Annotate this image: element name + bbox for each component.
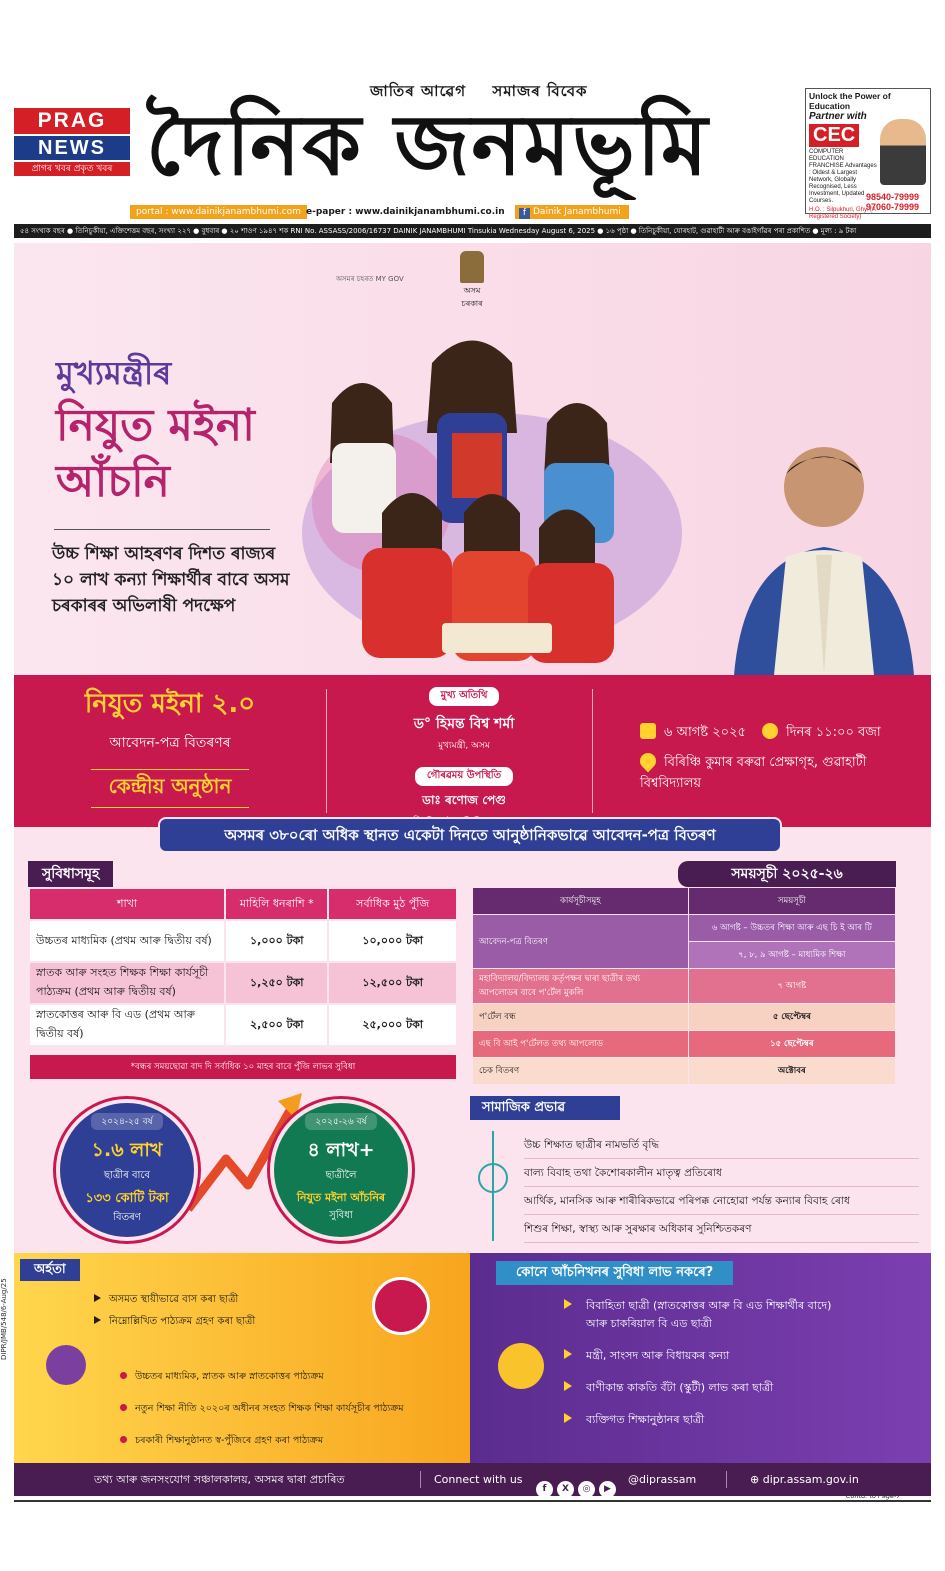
schedule-date: ৭, ৮, ৯ আগষ্ট – মাধ্যমিক শিক্ষা xyxy=(689,942,895,968)
stat-a-tail: বিতৰণ xyxy=(113,1212,141,1223)
cec-phone-1: 98540-79999 xyxy=(866,192,920,202)
epaper-link[interactable]: e-paper : www.dainikjanambhumi.co.in xyxy=(306,207,505,217)
not-eligible-section xyxy=(470,1253,931,1463)
stat-b-tail: সুবিধা xyxy=(329,1210,353,1221)
schedule-date: ৭ আগষ্ট xyxy=(689,969,895,1003)
footer-handle[interactable]: @diprassam xyxy=(628,1473,697,1486)
schedule-date: ১৫ ছেপ্টেম্বৰ xyxy=(689,1031,895,1057)
group-icon xyxy=(46,1345,86,1385)
list-item: বিবাহিতা ছাত্ৰী (স্নাতকোত্তৰ আৰু বি এড শিক্ষাৰ্থীৰ বাদে) xyxy=(564,1297,831,1315)
hero-title-line2 xyxy=(56,398,255,510)
band-divider-1 xyxy=(326,689,327,813)
stat-a-count: ১.৬ লাখ xyxy=(91,1139,163,1161)
guests-block xyxy=(344,675,584,827)
bullet-arrow-icon xyxy=(564,1349,572,1359)
stat-a-amount: ১৩৩ কোটি টকা xyxy=(85,1191,169,1206)
hero-section xyxy=(14,243,931,675)
not-eligible-heading: কোনে আঁচনিখনৰ সুবিধা লাভ নকৰে? xyxy=(496,1261,733,1285)
schedule-activity: মহাবিদ্যালয়/বিদ্যালয় কৰ্তৃপক্ষৰ দ্বাৰা ছাত্ৰীৰ তথ্য আপলোডৰ বাবে প'ৰ্টেল মুকলি xyxy=(473,969,688,1003)
excluded-group-icon xyxy=(498,1343,544,1389)
table-row xyxy=(473,1004,895,1030)
event-date: ৬ আগষ্ট ২০২৫ xyxy=(640,723,746,744)
ad-footer xyxy=(14,1463,931,1496)
assam-map-icon xyxy=(372,1277,430,1335)
benefit-monthly: ১,০০০ টকা xyxy=(226,921,327,961)
chief-guest-name: ড° হিমন্ত বিশ্ব শৰ্মা xyxy=(413,716,515,732)
prag-logo-bottom: NEWS xyxy=(14,136,130,160)
table-row xyxy=(30,921,456,961)
event-time: দিনৰ ১১:০০ বজা xyxy=(762,723,881,744)
benefits-footnote: *বন্ধৰ সময়ছোৱা বাদ দি সৰ্বাধিক ১০ মাহৰ বাবে পুঁজি লাভৰ সুবিধা xyxy=(30,1055,456,1079)
stat-2024-25 xyxy=(56,1099,198,1241)
benefit-max: ২৫,০০০ টকা xyxy=(329,1005,456,1045)
issue-info-line: ৫৪ সংখ্যক বছৰ ● তিনিচুকীয়া, এক্তিশেত্তম বছৰ, সংখ্যা ২২৭ ● বুধবাৰ ● ২০ শাওণ ১৯৪৭ শক RNI No. ASSASS/2006/16737 DAINIK JANAMBHUMI Tinsukia Wednesday August 6, 2025 ● ১৬ পৃষ্ঠা ● তিনিচুকীয়া, যোৰহাট, গুৱাহাটী আৰু বঙাইগাঁৱৰ পৰা প্ৰকাশিত ● মূল্য : ৯ টকা xyxy=(14,224,931,238)
schedule-activity: চেক বিতৰণ xyxy=(473,1058,688,1084)
list-item: বাল্য বিবাহ তথা কৈশোৰকালীন মাতৃত্ব প্ৰতিৰোধ xyxy=(524,1159,919,1187)
footer-separator xyxy=(726,1471,727,1488)
event-title: নিযুত মইনা ২.০ xyxy=(84,689,256,719)
list-item: নতুন শিক্ষা নীতি ২০২০ৰ অধীনৰ সংহত শিক্ষক শিক্ষা কাৰ্যসূচীৰ পাঠ্যক্ৰম xyxy=(120,1393,404,1425)
schedule-activity: আবেদন-পত্ৰ বিতৰণ xyxy=(473,915,688,968)
eligibility-list xyxy=(94,1289,255,1333)
schedule-date: অক্টোবৰ xyxy=(689,1058,895,1084)
schedule-activity: এছ বি আই প'ৰ্টেলত তথ্য আপলোড xyxy=(473,1031,688,1057)
eligibility-course-list xyxy=(120,1361,404,1457)
social-impact-list xyxy=(524,1131,919,1243)
emblem-icon xyxy=(460,251,484,283)
honour-label: গৌৰৱময় উপস্থিতি xyxy=(415,767,513,786)
page-bottom-rule xyxy=(14,1500,931,1502)
list-item: উচ্চতৰ মাধ্যমিক, স্নাতক আৰু স্নাতকোত্তৰ পাঠ্যক্ৰম xyxy=(120,1361,404,1393)
hero-title-line1: মুখ্যমন্ত্ৰীৰ xyxy=(56,354,172,392)
schedule-table xyxy=(472,887,896,1085)
hero-title-scheme: নিযুত মইনা xyxy=(56,400,255,451)
tagline-right: সমাজৰ বিবেক xyxy=(492,82,588,100)
list-item: আৰ্থিক, মানসিক আৰু শাৰীৰিকভাৱে পৰিপক্ক নোহোৱা পৰ্যন্ত কন্যাৰ বিবাহ ৰোধ xyxy=(524,1187,919,1215)
list-item: বাণীকান্ত কাকতি বঁটা (স্কুটী) লাভ কৰা ছাত্ৰী xyxy=(564,1379,831,1397)
facebook-icon: f xyxy=(519,208,530,219)
chief-guest-role: মুখ্যমন্ত্ৰী, অসম xyxy=(438,741,490,751)
benefits-heading: সুবিধাসমূহ xyxy=(28,861,113,887)
table-row xyxy=(30,1005,456,1045)
prag-news-logo[interactable] xyxy=(14,108,130,176)
niyut-moina-ad xyxy=(14,243,931,1496)
cec-ad[interactable] xyxy=(805,88,931,220)
benefits-col-max: সৰ্বাধিক মুঠ পুঁজি xyxy=(329,889,456,919)
stat-b-year: ২০২৫-২৬ বৰ্ষ xyxy=(305,1113,376,1130)
event-title-block xyxy=(14,675,326,827)
emblem-caption: অসম চৰকাৰ xyxy=(461,286,483,308)
benefits-header-row xyxy=(30,889,456,919)
schedule-header-row xyxy=(473,888,895,914)
cec-phones xyxy=(866,192,919,212)
masthead xyxy=(0,0,945,240)
youtube-icon[interactable]: ▶ xyxy=(599,1481,616,1496)
state-emblem xyxy=(452,251,492,311)
cec-person-photo xyxy=(880,119,926,185)
list-item: ব্যক্তিগত শিক্ষানুষ্ঠানৰ ছাত্ৰী xyxy=(564,1411,831,1429)
event-central-label: কেন্দ্ৰীয় অনুষ্ঠান xyxy=(91,769,250,808)
hero-divider xyxy=(54,529,270,530)
benefit-max: ১০,০০০ টকা xyxy=(329,921,456,961)
list-item: মন্ত্ৰী, সাংসদ আৰু বিধায়কৰ কন্যা xyxy=(564,1347,831,1365)
x-icon[interactable]: X xyxy=(557,1481,574,1496)
dipr-code: DIPR/JMB/548/6-Aug/25 xyxy=(0,1278,8,1360)
event-details xyxy=(612,675,931,827)
mygov-logo: অসমৰ চহৰত MY GOV xyxy=(336,275,404,283)
eligibility-section xyxy=(14,1253,470,1463)
benefits-table xyxy=(28,887,458,1047)
schedule-date: ৫ ছেপ্টেম্বৰ xyxy=(689,1004,895,1030)
tagline-left: জাতিৰ আৱেগ xyxy=(370,82,467,100)
benefit-max: ১২,৫০০ টকা xyxy=(329,963,456,1003)
cec-phone-2: 97060-79999 xyxy=(866,202,920,212)
stat-b-scheme: নিযুত মইনা আঁচনিৰ xyxy=(296,1191,386,1204)
prag-logo-top: PRAG xyxy=(14,108,130,134)
continued-note: Contd. to Page-7 xyxy=(846,1492,901,1500)
social-impact-heading: সামাজিক প্ৰভাৱ xyxy=(470,1096,620,1120)
social-icons xyxy=(536,1471,620,1496)
benefit-branch: উচ্চতৰ মাধ্যমিক (প্ৰথম আৰু দ্বিতীয় বৰ্ষ) xyxy=(30,921,224,961)
cec-partner: Partner with xyxy=(809,111,867,122)
schedule-activity: প'ৰ্টেল বন্ধ xyxy=(473,1004,688,1030)
footer-connect: Connect with us xyxy=(434,1473,523,1486)
stat-b-label: ছাত্ৰীলৈ xyxy=(325,1170,357,1181)
table-row xyxy=(473,1031,895,1057)
list-item: চৰকাৰী শিক্ষানুষ্ঠানত স্ব-পুঁজিৰে গ্ৰহণ কৰা পাঠ্যক্ৰম xyxy=(120,1425,404,1457)
bullet-arrow-icon xyxy=(564,1381,572,1391)
benefit-monthly: ২,৫০০ টকা xyxy=(226,1005,327,1045)
cec-logo: CEC xyxy=(809,124,859,147)
not-eligible-list xyxy=(564,1297,831,1443)
stat-a-label: ছাত্ৰীৰ বাবে xyxy=(103,1170,151,1181)
benefit-monthly: ১,২৫০ টকা xyxy=(226,963,327,1003)
benefit-branch: স্নাতকোত্তৰ আৰু বি এড (প্ৰথম আৰু দ্বিতীয় বৰ্ষ) xyxy=(30,1005,224,1045)
bullet-arrow-icon xyxy=(564,1413,572,1423)
bullet-arrow-icon xyxy=(94,1316,101,1324)
portal-link[interactable]: portal : www.dainikjanambhumi.com xyxy=(130,205,307,219)
bullet-arrow-icon xyxy=(564,1299,572,1309)
prag-logo-sub: প্ৰাগৰ খবৰ প্ৰকৃত খবৰ xyxy=(14,162,130,176)
location-pin-icon xyxy=(637,750,660,773)
event-band xyxy=(14,675,931,827)
bullet-dot-icon xyxy=(120,1404,127,1411)
table-row xyxy=(473,915,895,941)
footer-separator xyxy=(420,1471,421,1488)
footer-publisher: তথ্য আৰু জনসংযোগ সঞ্চালকালয়, অসমৰ দ্বাৰা প্ৰচাৰিত xyxy=(94,1473,345,1486)
event-venue: বিৰিঞ্চি কুমাৰ বৰুৱা প্ৰেক্ষাগৃহ, গুৱাহাটী বিশ্ববিদ্যালয় xyxy=(640,753,931,795)
list-item: আৰু চাকৰিয়াল বি এড ছাত্ৰী xyxy=(586,1317,712,1330)
female-student-icon xyxy=(478,1163,508,1193)
students-illustration xyxy=(292,323,682,673)
list-item: অসমত স্থায়ীভাৱে বাস কৰা ছাত্ৰী xyxy=(94,1289,255,1311)
honour-name: ডাঃ ৰণোজ পেগু xyxy=(422,793,506,807)
benefit-branch: স্নাতক আৰু সংহত শিক্ষক শিক্ষা কাৰ্যসূচী পাঠ্যক্ৰম (প্ৰথম আৰু দ্বিতীয় বৰ্ষ) xyxy=(30,963,224,1003)
facebook-icon[interactable]: f xyxy=(536,1481,553,1496)
clock-icon xyxy=(762,723,778,739)
benefits-col-branch: শাখা xyxy=(30,889,224,919)
list-item: নিম্নোল্লিখিত পাঠ্যক্ৰম গ্ৰহণ কৰা ছাত্ৰী xyxy=(94,1311,255,1333)
bullet-dot-icon xyxy=(120,1372,127,1379)
facebook-link[interactable] xyxy=(515,205,629,219)
newspaper-title: দৈনিক জনমভূমি xyxy=(146,95,710,194)
contact-bar xyxy=(130,205,630,219)
hero-title-achoni: আঁচনি xyxy=(56,456,170,507)
footer-website[interactable]: ⊕ dipr.assam.gov.in xyxy=(750,1473,859,1486)
bullet-dot-icon xyxy=(120,1436,127,1443)
benefits-col-monthly: মাহিলি ধনৰাশি * xyxy=(226,889,327,919)
hero-description: উচ্চ শিক্ষা আহৰণৰ দিশত ৰাজ্যৰ ১০ লাখ কন্যা শিক্ষাৰ্থীৰ বাবে অসম চৰকাৰৰ অভিলাষী পদক্ষেপ xyxy=(52,544,290,616)
schedule-col-date: সময়সূচী xyxy=(689,888,895,914)
cec-headline: Unlock the Power of Education xyxy=(809,91,891,111)
distribution-banner: অসমৰ ৩৮০ৰো অধিক স্থানত একেটা দিনতে আনুষ্ঠানিকভাৱে আবেদন-পত্ৰ বিতৰণ xyxy=(158,817,782,853)
facebook-label: Dainik Janambhumi xyxy=(533,207,621,217)
schedule-col-activity: কাৰ্যসূচীসমূহ xyxy=(473,888,688,914)
band-divider-2 xyxy=(592,689,593,813)
schedule-heading: সময়সূচী ২০২৫-২৬ xyxy=(678,861,896,887)
table-row xyxy=(473,1058,895,1084)
bullet-arrow-icon xyxy=(94,1294,101,1302)
table-row xyxy=(473,969,895,1003)
cec-details: COMPUTER EDUCATION FRANCHISE Advantages : Oldest & Largest Network, Globally Recognised, Less Investment, Updated Courses. xyxy=(809,149,877,204)
list-item: উচ্চ শিক্ষাত ছাত্ৰীৰ নামভৰ্তি বৃদ্ধি xyxy=(524,1131,919,1159)
instagram-icon[interactable]: ◎ xyxy=(578,1481,595,1496)
eligibility-heading: অৰ্হতা xyxy=(20,1259,80,1281)
calendar-icon xyxy=(640,723,656,739)
stat-2025-26 xyxy=(270,1099,412,1241)
schedule-date: ৬ আগষ্ট – উচ্চতৰ শিক্ষা আৰু এছ চি ই আৰ টি xyxy=(689,915,895,941)
globe-icon: ⊕ xyxy=(750,1473,763,1486)
stat-b-count: ৪ লাখ+ xyxy=(307,1139,375,1161)
chief-minister-photo xyxy=(714,439,914,675)
list-item: শিশুৰ শিক্ষা, স্বাস্থ্য আৰু সুৰক্ষাৰ অধিকাৰ সুনিশ্চিতকৰণ xyxy=(524,1215,919,1243)
chief-guest-label: মুখ্য অতিথি xyxy=(429,687,500,706)
event-subtitle: আবেদন-পত্ৰ বিতৰণৰ xyxy=(109,735,231,751)
stat-a-year: ২০২৪-২৫ বৰ্ষ xyxy=(91,1113,162,1130)
table-row xyxy=(30,963,456,1003)
cec-hq: H.O. : Silpukhuri, Ghy. (A Registered Society) xyxy=(809,207,876,220)
